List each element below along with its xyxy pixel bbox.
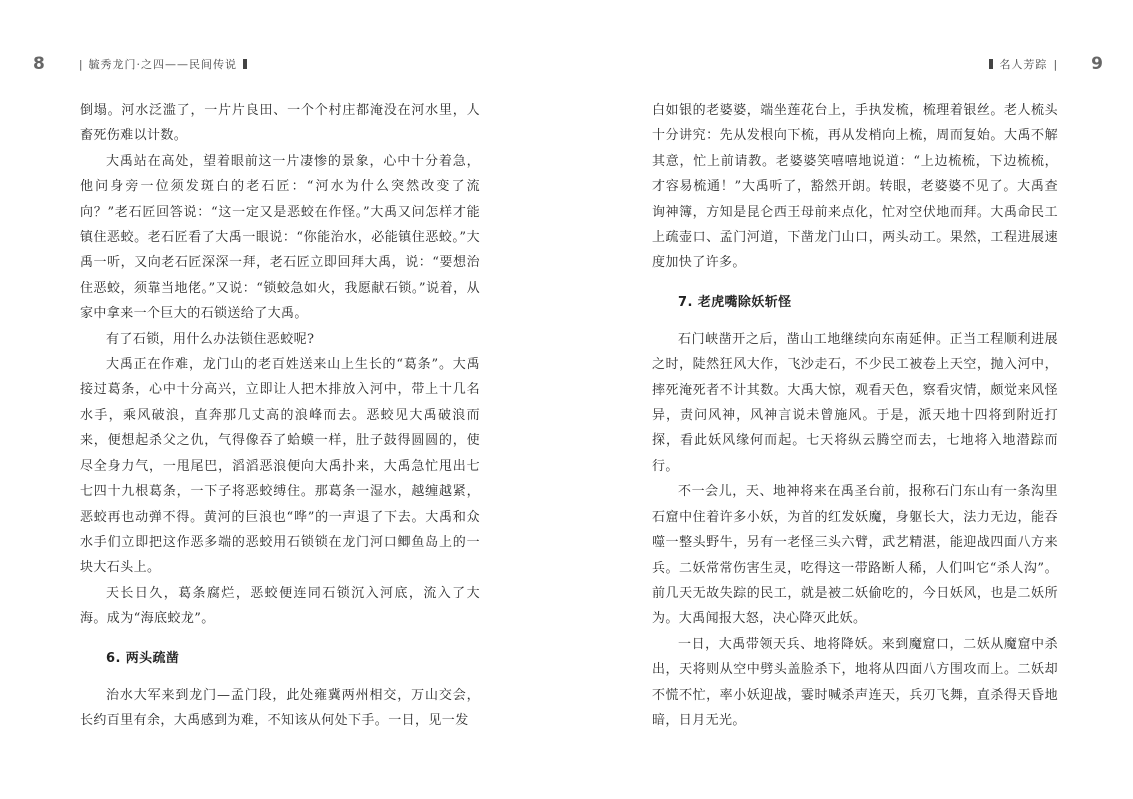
left-page-header (33, 52, 253, 76)
left-page-number: 8 (33, 54, 45, 74)
header-divider: | (1053, 57, 1058, 71)
paragraph: 不一会儿，天、地神将来在禹圣台前，报称石门东山有一条沟里石窟中住着许多小妖，为首的红发妖魔，身躯长大，法力无边，能吞噬一整头野牛，另有一老怪三头六臂，武艺精湛，能迎战四面八方来兵。二妖常常伤害生灵，吃得这一带路断人稀，人们叫它“杀人沟”。前几天无故失踪的民工，就是被二妖偷吃的，今日妖风，也是二妖所为。大禹闻报大怒，决心降灭此妖。 (652, 484, 1058, 627)
right-page-header (983, 52, 1103, 76)
paragraph: 倒塌。河水泛滥了，一片片良田、一个个村庄都淹没在河水里，人畜死伤难以计数。 (80, 103, 480, 144)
paragraph: 白如银的老婆婆，端坐莲花台上，手执发梳，梳理着银丝。老人梳头十分讲究：先从发根向下梳，再从发梢向上梳，周而复始。大禹不解其意，忙上前请教。老婆婆笑嘻嘻地说道：“上边梳梳，下边梳梳，才容易梳通！”大禹听了，豁然开朗。转眼，老婆婆不见了。大禹查询神簿，方知是昆仑西王母前来点化，忙对空伏地而拜。大禹命民工上疏壶口、孟门河道，下凿龙门山口，两头动工。果然，工程进展速度加快了许多。 (652, 103, 1058, 271)
header-divider: | (78, 57, 83, 71)
paragraph: 一日，大禹带领天兵、地将降妖。来到魔窟口，二妖从魔窟中杀出，天将则从空中劈头盖脸杀下，地将从四面八方围攻而上。二妖却不慌不忙，率小妖迎战，霎时喊杀声连天，兵刃飞舞，直杀得天昏地暗，日月无光。 (652, 636, 1058, 728)
paragraph: 石门峡凿开之后，凿山工地继续向东南延伸。正当工程顺利进展之时，陡然狂风大作，飞沙走石，不少民工被卷上天空，抛入河中，摔死淹死者不计其数。大禹大惊，观看天色，察看灾情，颇觉来风怪异，责问风神，风神言说未曾施风。于是，派天地十四将到附近打探，看此妖风缘何而起。七天将纵云腾空而去，七地将入地潜踪而行。 (652, 331, 1058, 474)
paragraph: 大禹站在高处，望着眼前这一片凄惨的景象，心中十分着急，他问身旁一位须发斑白的老石匠：“河水为什么突然改变了流向？”老石匠回答说：“这一定又是恶蛟在作怪。”大禹又问怎样才能镇住恶蛟。老石匠看了大禹一眼说：“你能治水，必能镇住恶蛟。”大禹一听，又向老石匠深深一拜，老石匠立即回拜大禹，说：“要想治住恶蛟，须靠当地佬。”又说：“锁蛟急如火，我愿献石锁。”说着，从家中拿来一个巨大的石锁送给了大禹。 (80, 153, 480, 322)
left-running-title: 毓秀龙门·之四——民间传说 (88, 58, 238, 71)
left-page-body (80, 98, 480, 733)
paragraph: 治水大军来到龙门—孟门段，此处雍冀两州相交，万山交会，长约百里有余，大禹感到为难，不知该从何处下手。一日，见一发 (80, 687, 480, 728)
right-page-body (652, 98, 1058, 733)
header-bar-mark (243, 59, 247, 69)
paragraph: 大禹正在作难，龙门山的老百姓送来山上生长的“葛条”。大禹接过葛条，心中十分高兴，立即让人把木排放入河中，带上十几名水手，乘风破浪，直奔那几丈高的浪峰而去。恶蛟见大禹破浪而来，便想起杀父之仇，气得像吞了蛤蟆一样，肚子鼓得圆圆的，使尽全身力气，一甩尾巴，滔滔恶浪便向大禹扑来，大禹急忙甩出七七四十九根葛条，一下子将恶蛟缚住。那葛条一湿水，越缠越紧，恶蛟再也动弹不得。黄河的巨浪也“哗”的一声退了下去。大禹和众水手们立即把这作恶多端的恶蛟用石锁锁在龙门河口鲫鱼岛上的一块大石头上。 (80, 357, 480, 576)
header-bar-mark (989, 59, 993, 69)
paragraph: 天长日久，葛条腐烂，恶蛟便连同石锁沉入河底，流入了大海。成为“海底蛟龙”。 (80, 585, 480, 627)
right-page-number: 9 (1091, 54, 1103, 74)
left-page (0, 0, 566, 799)
section-heading: 6. 两头疏凿 (106, 650, 180, 666)
right-running-title: 名人芳踪 (999, 58, 1048, 71)
right-page (566, 0, 1133, 799)
section-heading: 7. 老虎嘴除妖斩怪 (678, 294, 792, 310)
paragraph: 有了石锁，用什么办法锁住恶蛟呢? (106, 331, 315, 347)
